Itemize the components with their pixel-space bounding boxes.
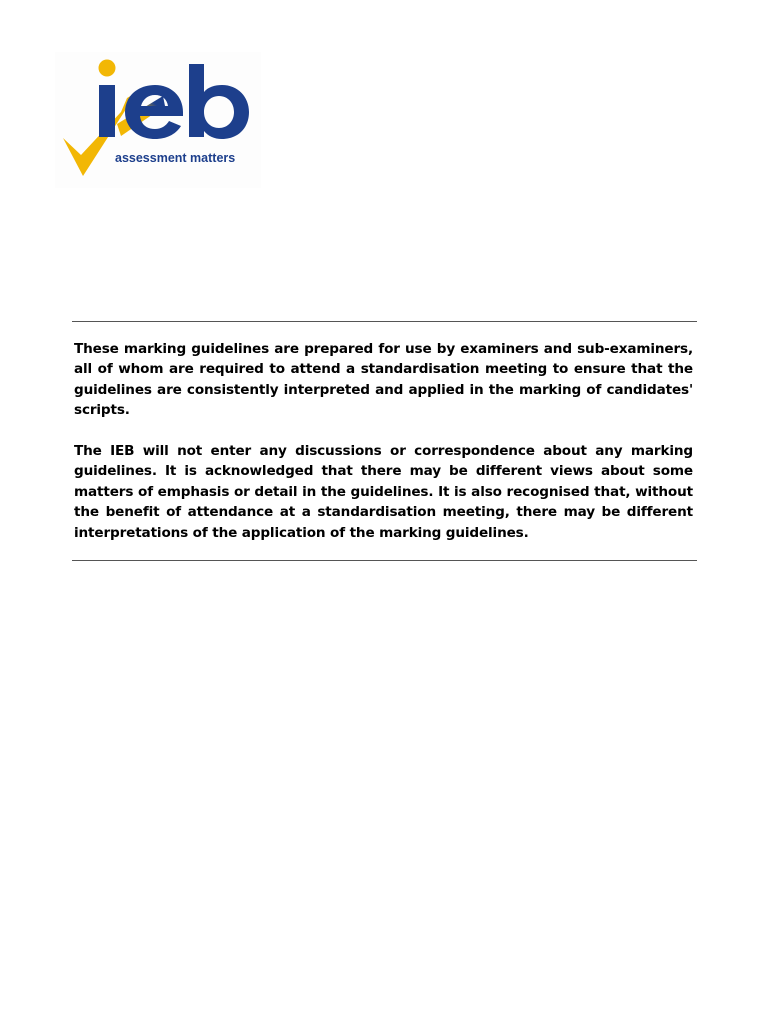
notice-paragraph-1: These marking guidelines are prepared for use by examiners and sub-examiners, all of whom are required to attend a standardisation meeting to ensure that the guidelines are consistently interpreted and applied in the marking of candidates' scripts. — [74, 341, 693, 419]
top-divider — [72, 321, 697, 322]
logo-dot — [99, 60, 116, 77]
ieb-logo-graphic — [55, 52, 261, 188]
ieb-logo — [55, 52, 261, 188]
logo-i-stem — [99, 85, 115, 137]
bottom-divider — [72, 560, 697, 561]
marking-guidelines-notice — [74, 339, 693, 563]
notice-paragraph-2: The IEB will not enter any discussions or correspondence about any marking guidelines. It is acknowledged that there may be different views about some matters of emphasis or detail in the guidelines. It is also recognised that, without the benefit of attendance at a standardisation meeting, there may be different interpretations of the application of the marking guidelines. — [74, 443, 693, 541]
logo-e — [125, 85, 183, 139]
logo-tagline: assessment matters — [115, 151, 236, 165]
logo-b — [189, 64, 249, 139]
